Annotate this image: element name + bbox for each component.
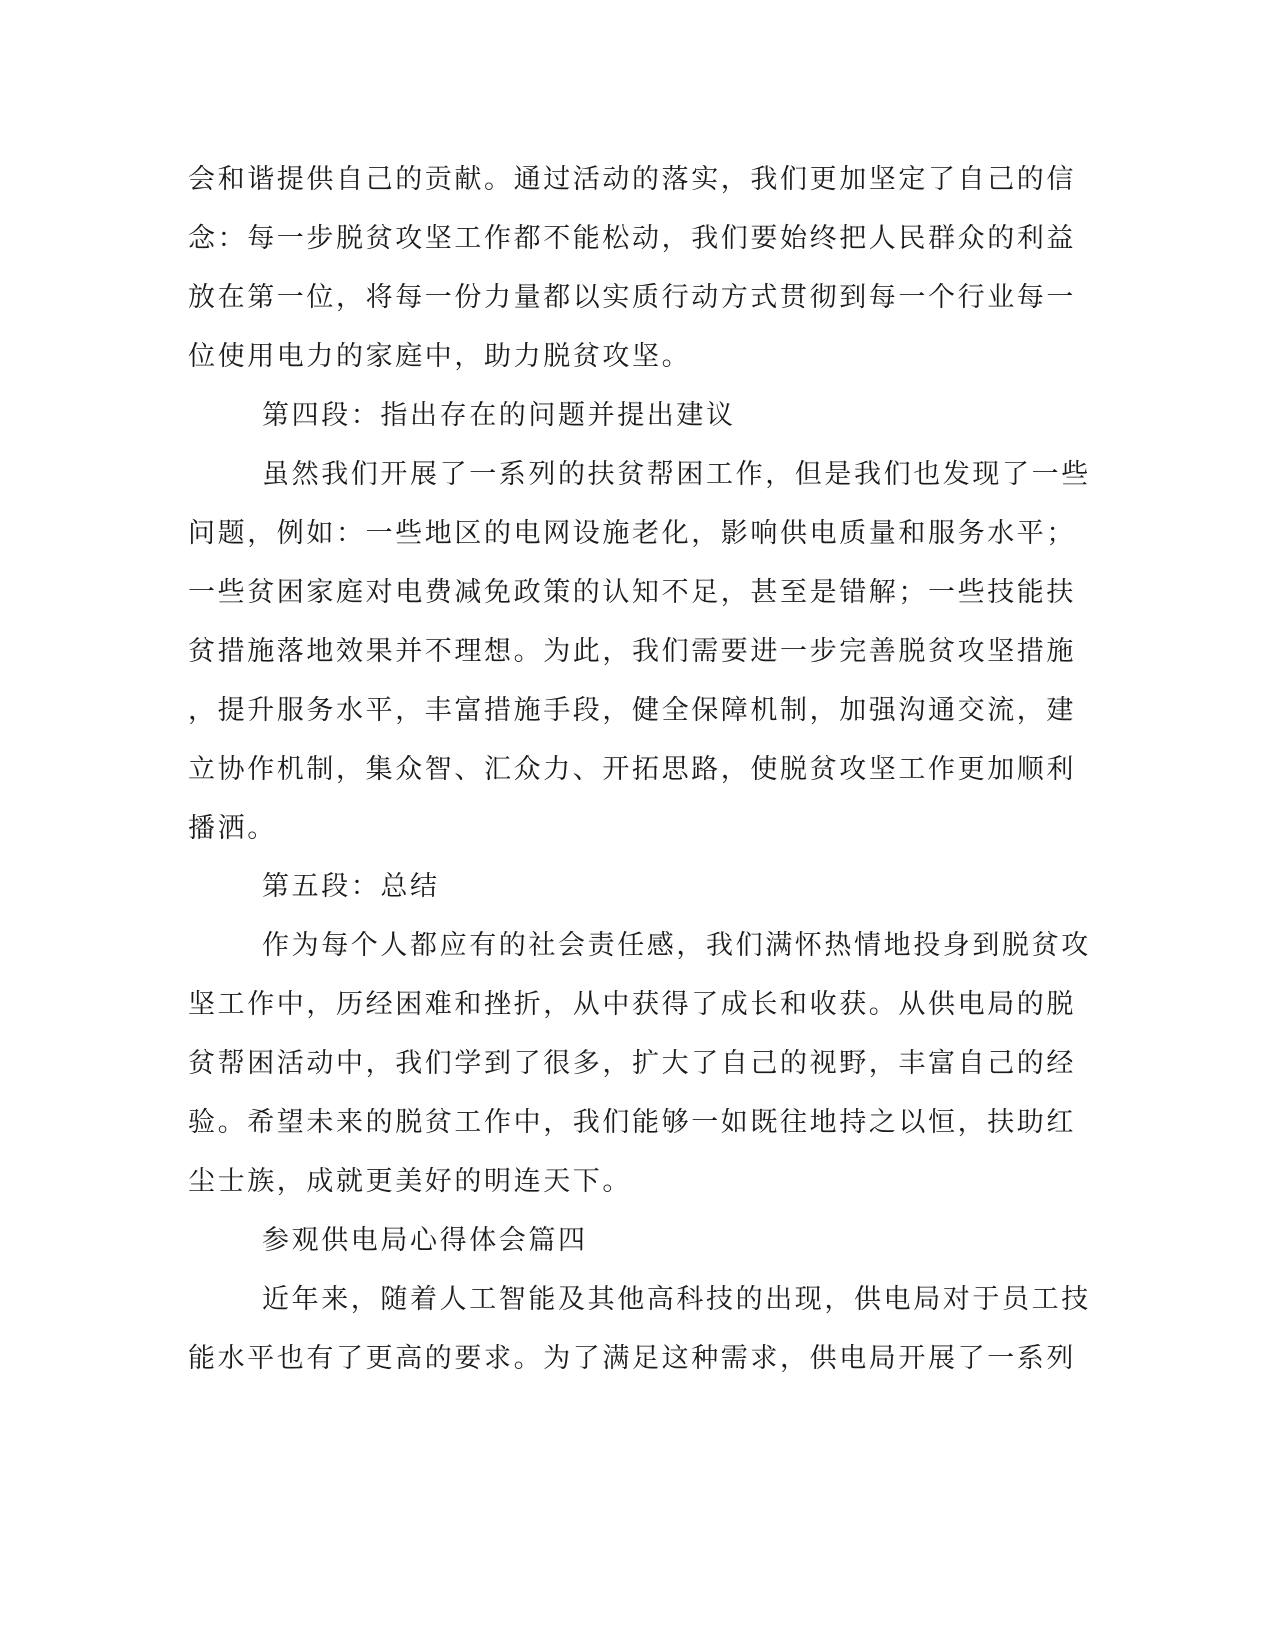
text-line: 尘士族，成就更美好的明连天下。 bbox=[188, 1166, 632, 1197]
text-line: 贫帮困活动中，我们学到了很多，扩大了自己的视野，丰富自己的经 bbox=[188, 1048, 1076, 1079]
article-title: 参观供电局心得体会篇四 bbox=[262, 1225, 588, 1256]
text-line: 念：每一步脱贫攻坚工作都不能松动，我们要始终把人民群众的利益 bbox=[188, 223, 1076, 254]
text-line: 位使用电力的家庭中，助力脱贫攻坚。 bbox=[188, 341, 692, 372]
text-line: ，提升服务水平，丰富措施手段，健全保障机制，加强沟通交流，建 bbox=[188, 695, 1076, 726]
text-line: 播洒。 bbox=[188, 813, 277, 844]
text-line: 一些贫困家庭对电费减免政策的认知不足，甚至是错解；一些技能扶 bbox=[188, 577, 1076, 608]
text-line: 贫措施落地效果并不理想。为此，我们需要进一步完善脱贫攻坚措施 bbox=[188, 636, 1076, 667]
text-line: 问题，例如：一些地区的电网设施老化，影响供电质量和服务水平； bbox=[188, 518, 1076, 549]
text-line: 近年来，随着人工智能及其他高科技的出现，供电局对于员工技 bbox=[262, 1284, 1091, 1315]
text-line: 坚工作中，历经困难和挫折，从中获得了成长和收获。从供电局的脱 bbox=[188, 989, 1076, 1020]
section-heading: 第五段：总结 bbox=[262, 871, 440, 902]
text-line: 会和谐提供自己的贡献。通过活动的落实，我们更加坚定了自己的信 bbox=[188, 164, 1076, 195]
text-line: 作为每个人都应有的社会责任感，我们满怀热情地投身到脱贫攻 bbox=[262, 930, 1091, 961]
text-line: 放在第一位，将每一份力量都以实质行动方式贯彻到每一个行业每一 bbox=[188, 282, 1076, 313]
text-line: 立协作机制，集众智、汇众力、开拓思路，使脱贫攻坚工作更加顺利 bbox=[188, 754, 1076, 785]
text-line: 验。希望未来的脱贫工作中，我们能够一如既往地持之以恒，扶助红 bbox=[188, 1107, 1076, 1138]
text-line: 能水平也有了更高的要求。为了满足这种需求，供电局开展了一系列 bbox=[188, 1343, 1076, 1374]
section-heading: 第四段：指出存在的问题并提出建议 bbox=[262, 400, 736, 431]
text-line: 虽然我们开展了一系列的扶贫帮困工作，但是我们也发现了一些 bbox=[262, 459, 1091, 490]
